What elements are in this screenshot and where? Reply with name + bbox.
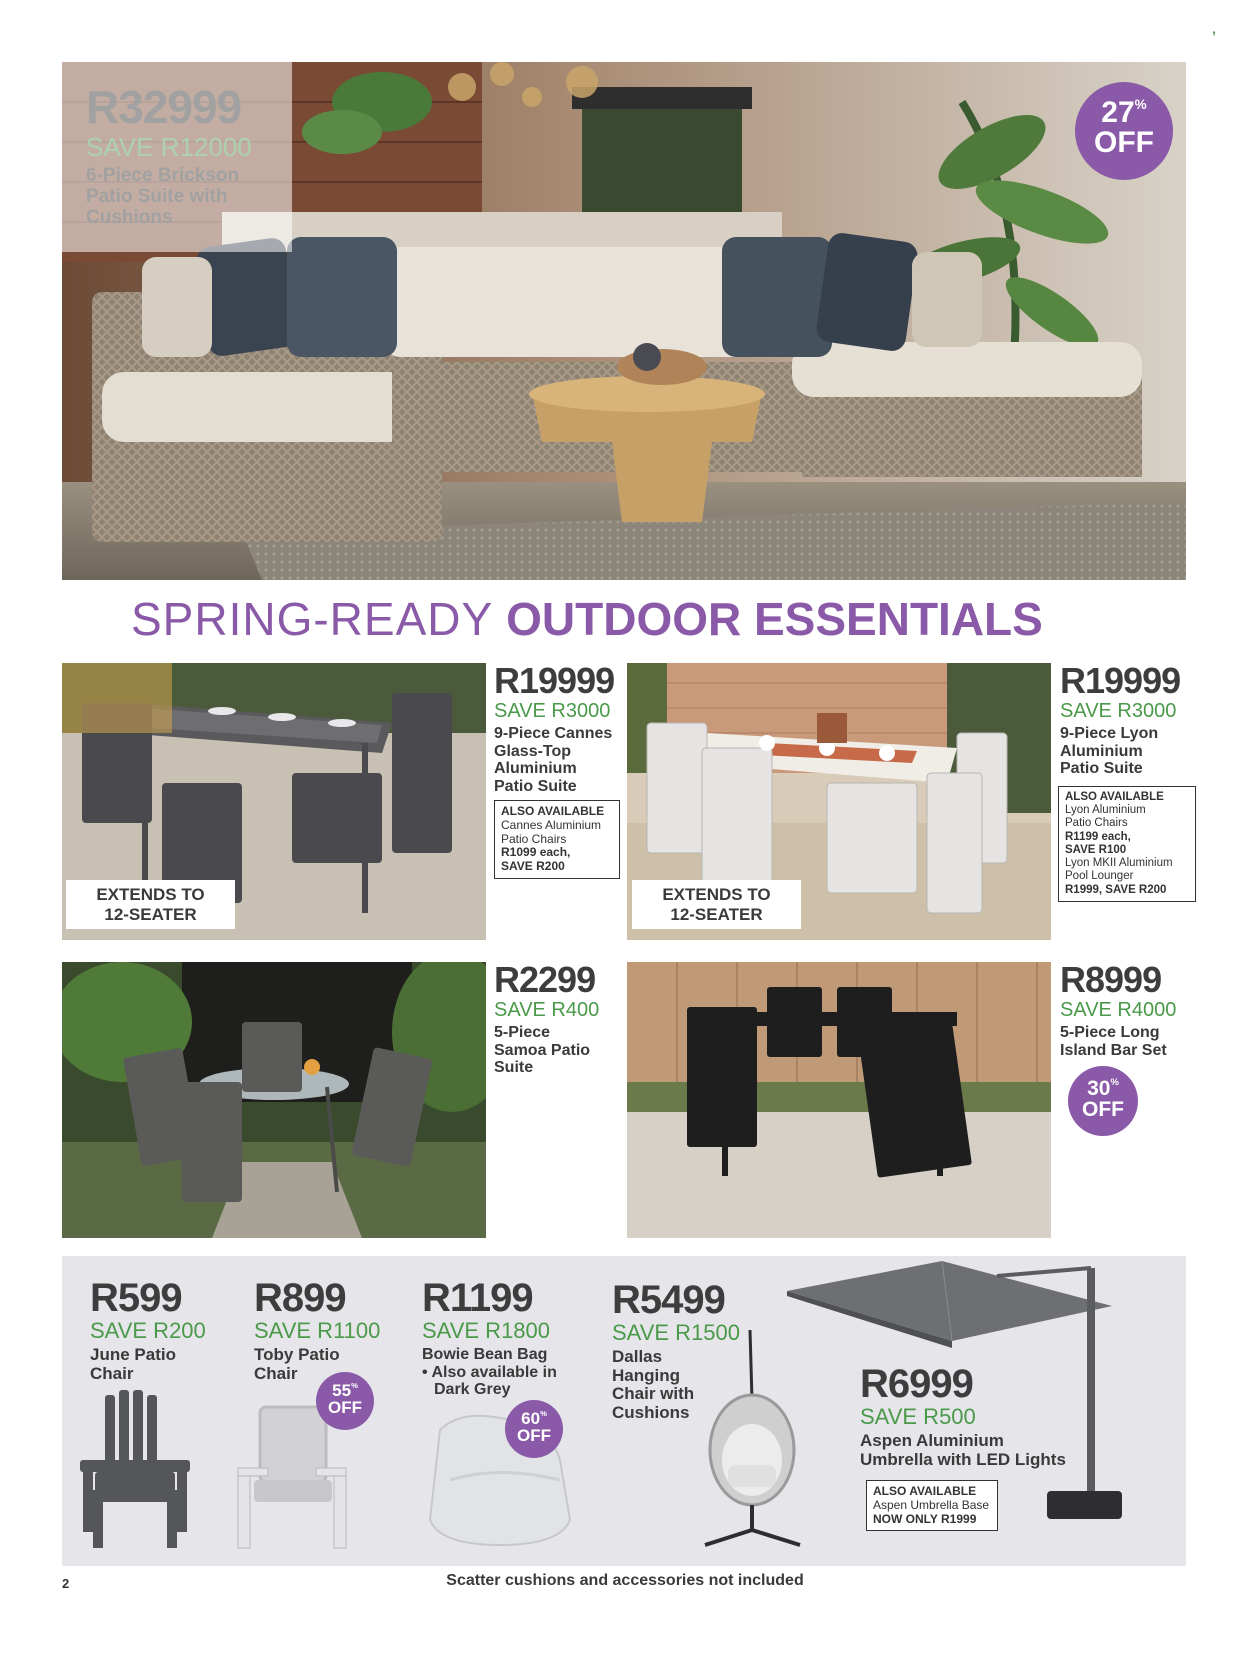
avail-line: Patio Chairs xyxy=(501,831,567,846)
toby-save: SAVE R1100 xyxy=(254,1318,381,1343)
hero-price-panel xyxy=(62,62,292,252)
bowie-name-line: Dark Grey xyxy=(434,1381,511,1399)
avail-line: Pool Lounger xyxy=(1065,870,1134,883)
longisland-product-name xyxy=(1060,1024,1200,1059)
bowie-product-name xyxy=(422,1346,592,1399)
bowie-discount-off: OFF xyxy=(517,1426,551,1445)
extends-line: EXTENDS TO xyxy=(662,885,771,904)
dallas-name-line: Dallas xyxy=(612,1347,663,1366)
dallas-name-line: Hanging xyxy=(612,1365,680,1385)
aspen-name-line: Aspen Aluminium xyxy=(860,1431,1004,1450)
longisland-name-line: Island Bar Set xyxy=(1060,1041,1167,1059)
longisland-price: R8999 xyxy=(1060,959,1162,1000)
dallas-name-line: Chair with xyxy=(612,1384,695,1404)
lyon-name-line: Patio Suite xyxy=(1060,760,1143,778)
cannes-name-line: Glass-Top xyxy=(494,742,572,760)
samoa-name-line: Samoa Patio xyxy=(494,1041,591,1059)
corner-mark: ’ xyxy=(1212,28,1216,44)
avail-line: R1199 each, xyxy=(1065,830,1131,843)
toby-discount-badge xyxy=(316,1372,374,1430)
june-name-line: June Patio xyxy=(90,1345,176,1364)
avail-heading: ALSO AVAILABLE xyxy=(501,804,605,818)
cannes-extends-label xyxy=(66,880,235,929)
longisland-price-block xyxy=(1060,959,1200,1059)
avail-line: SAVE R200 xyxy=(501,859,565,874)
aspen-price-block xyxy=(860,1364,1110,1469)
bowie-price: R1199 xyxy=(422,1276,533,1320)
june-price-block xyxy=(90,1278,240,1383)
cannes-also-available xyxy=(494,800,620,879)
aspen-also-available xyxy=(866,1480,998,1531)
avail-line: Cannes Aluminium xyxy=(501,817,602,832)
dallas-name-line: Cushions xyxy=(612,1403,690,1423)
avail-line: Patio Chairs xyxy=(1065,817,1128,830)
longisland-discount-off: OFF xyxy=(1082,1098,1124,1121)
toby-name-line: Chair xyxy=(254,1363,298,1383)
avail-line: R1999, SAVE R200 xyxy=(1065,883,1167,896)
aspen-name-line: Umbrella with LED Lights xyxy=(860,1449,1066,1469)
lyon-also-available xyxy=(1058,786,1196,902)
avail-line: NOW ONLY R1999 xyxy=(873,1511,977,1526)
bowie-name-line: • Also available in xyxy=(422,1363,557,1381)
aspen-price: R6999 xyxy=(860,1362,973,1406)
dallas-save: SAVE R1500 xyxy=(612,1320,741,1345)
page-headline xyxy=(131,593,1131,645)
avail-line: SAVE R100 xyxy=(1065,843,1127,856)
cannes-price-block xyxy=(494,660,615,795)
cannes-product-name xyxy=(494,725,614,795)
samoa-price-block xyxy=(494,959,624,1077)
avail-line: Lyon MKII Aluminium xyxy=(1065,857,1173,870)
lyon-extends-label xyxy=(632,880,801,929)
longisland-discount-pct: 30% xyxy=(1087,1077,1119,1100)
june-name-line: Chair xyxy=(90,1363,134,1383)
bowie-discount-badge xyxy=(505,1400,563,1458)
longisland-photo xyxy=(627,962,1051,1238)
longisland-scene-image xyxy=(627,962,1051,1238)
dallas-price: R5499 xyxy=(612,1278,725,1322)
lyon-price-block xyxy=(1060,660,1190,778)
longisland-discount-badge xyxy=(1068,1066,1138,1136)
toby-discount-off: OFF xyxy=(328,1398,362,1417)
june-chair-image xyxy=(75,1390,195,1550)
june-save: SAVE R200 xyxy=(90,1318,206,1343)
lyon-name-line: Aluminium xyxy=(1060,742,1143,760)
avail-heading: ALSO AVAILABLE xyxy=(1065,791,1164,803)
cannes-name-line: 9-Piece Cannes xyxy=(494,725,613,742)
hero-discount-pct: 27% xyxy=(1101,96,1147,129)
samoa-photo xyxy=(62,962,486,1238)
avail-line: Lyon Aluminium xyxy=(1065,804,1146,817)
headline-part-bold: OUTDOOR ESSENTIALS xyxy=(506,593,1043,645)
cannes-save: SAVE R3000 xyxy=(494,700,611,722)
bowie-save: SAVE R1800 xyxy=(422,1318,551,1343)
lyon-name-line: 9-Piece Lyon xyxy=(1060,725,1159,742)
extends-line: 12-SEATER xyxy=(670,904,763,924)
samoa-name-line: 5-Piece xyxy=(494,1024,551,1041)
longisland-save: SAVE R4000 xyxy=(1060,999,1177,1021)
cannes-name-line: Aluminium xyxy=(494,760,577,778)
hero-discount-badge xyxy=(1075,82,1173,180)
avail-line: R1099 each, xyxy=(501,845,571,860)
aspen-save: SAVE R500 xyxy=(860,1404,976,1429)
samoa-save: SAVE R400 xyxy=(494,999,600,1021)
avail-line: Aspen Umbrella Base xyxy=(873,1497,990,1512)
toby-price-block xyxy=(254,1278,404,1383)
longisland-name-line: 5-Piece Long xyxy=(1060,1024,1160,1041)
footer-disclaimer: Scatter cushions and accessories not included xyxy=(446,1572,804,1589)
lyon-price: R19999 xyxy=(1060,660,1181,701)
bowie-discount-pct: 60% xyxy=(521,1409,547,1428)
extends-line: 12-SEATER xyxy=(104,904,197,924)
headline-part-light: SPRING-READY xyxy=(131,593,507,645)
samoa-scene-image xyxy=(62,962,486,1238)
avail-heading: ALSO AVAILABLE xyxy=(873,1484,977,1498)
toby-name-line: Toby Patio xyxy=(254,1345,340,1364)
hero-discount-off: OFF xyxy=(1094,126,1154,159)
page-number: 2 xyxy=(62,1576,70,1591)
aspen-product-name xyxy=(860,1432,1110,1469)
cannes-name-line: Patio Suite xyxy=(494,777,577,795)
extends-line: EXTENDS TO xyxy=(96,885,205,904)
june-price: R599 xyxy=(90,1276,182,1320)
samoa-product-name xyxy=(494,1024,624,1077)
bowie-name-line: Bowie Bean Bag xyxy=(422,1346,548,1363)
june-product-name xyxy=(90,1346,240,1383)
lyon-product-name xyxy=(1060,725,1190,778)
lyon-save: SAVE R3000 xyxy=(1060,700,1177,722)
cannes-price: R19999 xyxy=(494,660,615,701)
toby-discount-pct: 55% xyxy=(332,1381,358,1400)
samoa-name-line: Suite xyxy=(494,1059,534,1077)
bowie-price-block xyxy=(422,1278,592,1399)
samoa-price: R2299 xyxy=(494,959,596,1000)
toby-price: R899 xyxy=(254,1276,346,1320)
